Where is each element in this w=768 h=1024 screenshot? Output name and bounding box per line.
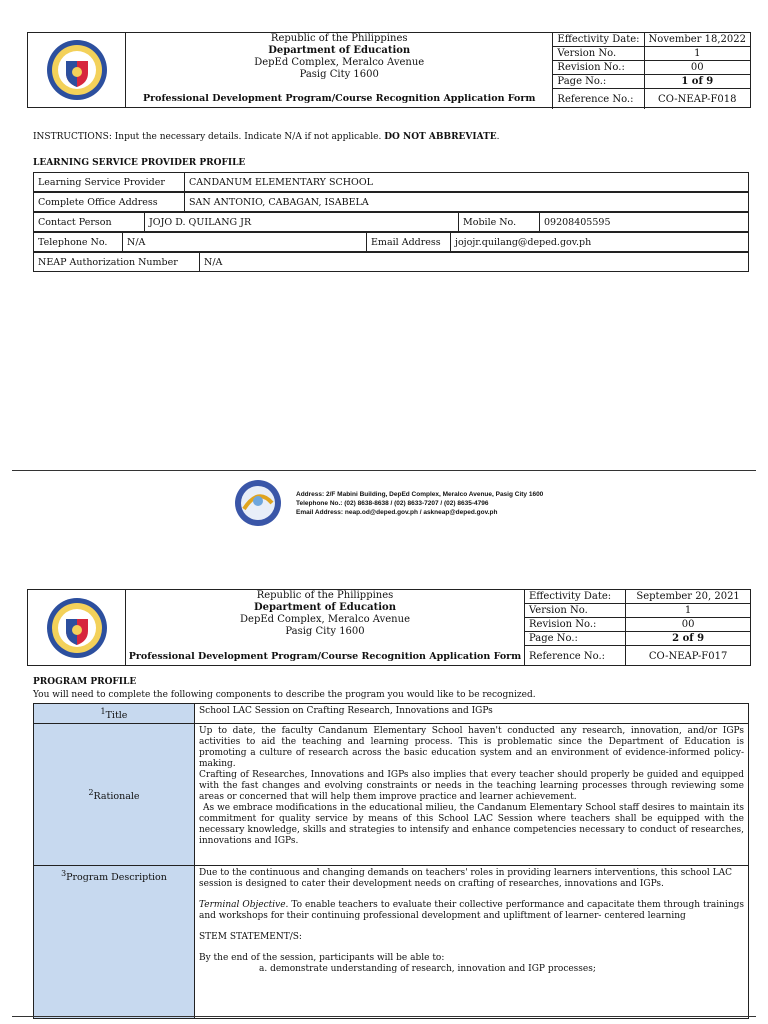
description-label: $^3$Program Description	[34, 866, 195, 1019]
program-profile-table	[33, 703, 749, 1019]
document-meta-table	[524, 590, 750, 666]
document-meta-table	[552, 33, 750, 109]
rationale-value[interactable]	[195, 724, 749, 866]
program-intro: You will need to complete the following components to describe the program you would like to be recognized.	[33, 690, 536, 700]
meta-label: Version No.	[525, 604, 626, 618]
table-row	[34, 704, 749, 724]
neap-label: NEAP Authorization Number	[34, 253, 200, 272]
meta-label: Effectivity Date:	[525, 590, 626, 604]
stem-item: a. demonstrate understanding of research, innovation and IGP processes;	[259, 964, 596, 975]
title-label: $^1$Title	[34, 704, 195, 724]
page1-header	[27, 32, 751, 108]
meta-value: CO-NEAP-F017	[626, 646, 750, 667]
mobile-value[interactable]: 09208405595	[540, 213, 749, 232]
page1-footer-rule	[12, 470, 756, 471]
neap-logo-icon	[234, 479, 282, 527]
page2-header	[27, 589, 751, 666]
footer-address: Address: 2/F Mabini Building, DepEd Complex, Meralco Avenue, Pasig City 1600	[296, 491, 544, 498]
republic-text: Republic of the Philippines	[256, 590, 394, 601]
meta-label: Version No.	[553, 47, 644, 61]
rationale-paragraph: As we embrace modifications in the educational milieu, the Candanum Elementary School staff desires to maintain its commitment for quality service by means of this School LAC Session where teachers shall be equipped with the necessary knowledge, skills and strategies to intensify and enhance competencies necessary to conduct of researches, innovations and IGPs.	[199, 803, 744, 847]
address-value[interactable]: SAN ANTONIO, CABAGAN, ISABELA	[185, 193, 749, 212]
telephone-label: Telephone No.	[34, 233, 123, 252]
agency-block	[126, 33, 552, 107]
terminal-text: To enable teachers to evaluate their collective performance and capacitate them through trainings and workshops for their continuing professional development and upliftment of learner- centered learning	[199, 900, 744, 922]
table-row	[34, 724, 749, 866]
meta-value: November 18,2022	[644, 33, 750, 47]
provider-value[interactable]: CANDANUM ELEMENTARY SCHOOL	[185, 173, 749, 192]
agency-block	[126, 590, 524, 665]
meta-value: September 20, 2021	[626, 590, 750, 604]
meta-label: Reference No.:	[529, 650, 606, 662]
meta-value: 00	[626, 618, 750, 632]
footer-telephone: Telephone No.: (02) 8638-8638 / (02) 8633-7207 / (02) 8635-4796	[296, 500, 489, 507]
footer-email: Email Address: neap.od@deped.gov.ph / askneap@deped.gov.ph	[296, 509, 498, 516]
description-value[interactable]	[195, 866, 749, 1019]
provider-label: Learning Service Provider	[34, 173, 185, 192]
meta-label: Reference No.:	[557, 93, 634, 105]
rationale-paragraph: Crafting of Researches, Innovations and IGPs also implies that every teacher should properly be guided and equipped with the fast changes and evolving constraints or needs in the teaching learning processes through reviewing some areas or concerned that will help them improve practice and learner achievement.	[199, 770, 744, 803]
deped-seal	[28, 33, 126, 107]
deped-seal-icon	[46, 39, 108, 101]
form-title: Professional Development Program/Course Recognition Application Form	[128, 651, 522, 662]
meta-value: 1 of 9	[644, 75, 750, 89]
instructions-emphasis: DO NOT ABBREVIATE	[384, 132, 497, 142]
footer-contact	[296, 490, 543, 517]
city-text: Pasig City 1600	[285, 626, 365, 637]
stem-intro: By the end of the session, participants will be able to:	[199, 953, 445, 964]
address-text: DepEd Complex, Meralco Avenue	[240, 614, 410, 625]
description-paragraph: Due to the continuous and changing demands on teachers' roles in providing learners interventions, this school LAC session is designed to cater their development needs on crafting of researches, innovations and IGPs.	[199, 868, 732, 890]
lsp-heading: LEARNING SERVICE PROVIDER PROFILE	[33, 158, 246, 168]
address-text: DepEd Complex, Meralco Avenue	[254, 57, 425, 68]
neap-value[interactable]: N/A	[200, 253, 749, 272]
meta-label: Revision No.:	[553, 61, 644, 75]
terminal-label: Terminal Objective.	[199, 900, 289, 911]
rationale-label: $^2$Rationale	[34, 724, 195, 866]
instructions-text: INSTRUCTIONS: Input the necessary details. Indicate N/A if not applicable.	[33, 132, 382, 142]
lsp-table	[33, 172, 749, 272]
meta-value: 1	[644, 47, 750, 61]
meta-value: CO-NEAP-F018	[644, 89, 750, 110]
contact-label: Contact Person	[34, 213, 145, 232]
department-text: Department of Education	[268, 45, 411, 56]
instructions: INSTRUCTIONS: Input the necessary details. Indicate N/A if not applicable. DO NOT ABBREVIATE.	[33, 132, 500, 142]
title-value[interactable]: School LAC Session on Crafting Research, Innovations and IGPs	[195, 704, 749, 724]
meta-label: Effectivity Date:	[553, 33, 644, 47]
contact-value[interactable]: JOJO D. QUILANG JR	[145, 213, 459, 232]
deped-seal-icon	[46, 597, 108, 659]
meta-value: 00	[644, 61, 750, 75]
email-value[interactable]: jojojr.quilang@deped.gov.ph	[451, 233, 749, 252]
address-label: Complete Office Address	[34, 193, 185, 212]
meta-label: Page No.:	[525, 632, 626, 646]
stem-heading: STEM STATEMENT/S:	[199, 932, 302, 943]
deped-seal	[28, 590, 126, 665]
meta-label: Page No.:	[553, 75, 644, 89]
meta-value: 2 of 9	[626, 632, 750, 646]
department-text: Department of Education	[254, 602, 396, 613]
page2-footer-rule	[12, 1016, 756, 1017]
terminal-objective	[199, 900, 744, 922]
republic-text: Republic of the Philippines	[270, 33, 408, 44]
rationale-paragraph: Up to date, the faculty Candanum Elementary School haven't conducted any research, innovation, and/or IGPs activities to aid the teaching and learning process. This is problematic since the Department of Education is promoting a culture of research across the basic education system and an environment of evidence-informed policy-making.	[199, 726, 744, 770]
mobile-label: Mobile No.	[459, 213, 540, 232]
city-text: Pasig City 1600	[299, 69, 379, 80]
neap-logo	[234, 479, 282, 531]
table-row	[34, 866, 749, 1019]
meta-value: 1	[626, 604, 750, 618]
email-label: Email Address	[367, 233, 451, 252]
meta-label: Revision No.:	[525, 618, 626, 632]
form-title: Professional Development Program/Course Recognition Application Form	[142, 93, 536, 104]
program-heading: PROGRAM PROFILE	[33, 677, 137, 687]
telephone-value[interactable]: N/A	[123, 233, 367, 252]
